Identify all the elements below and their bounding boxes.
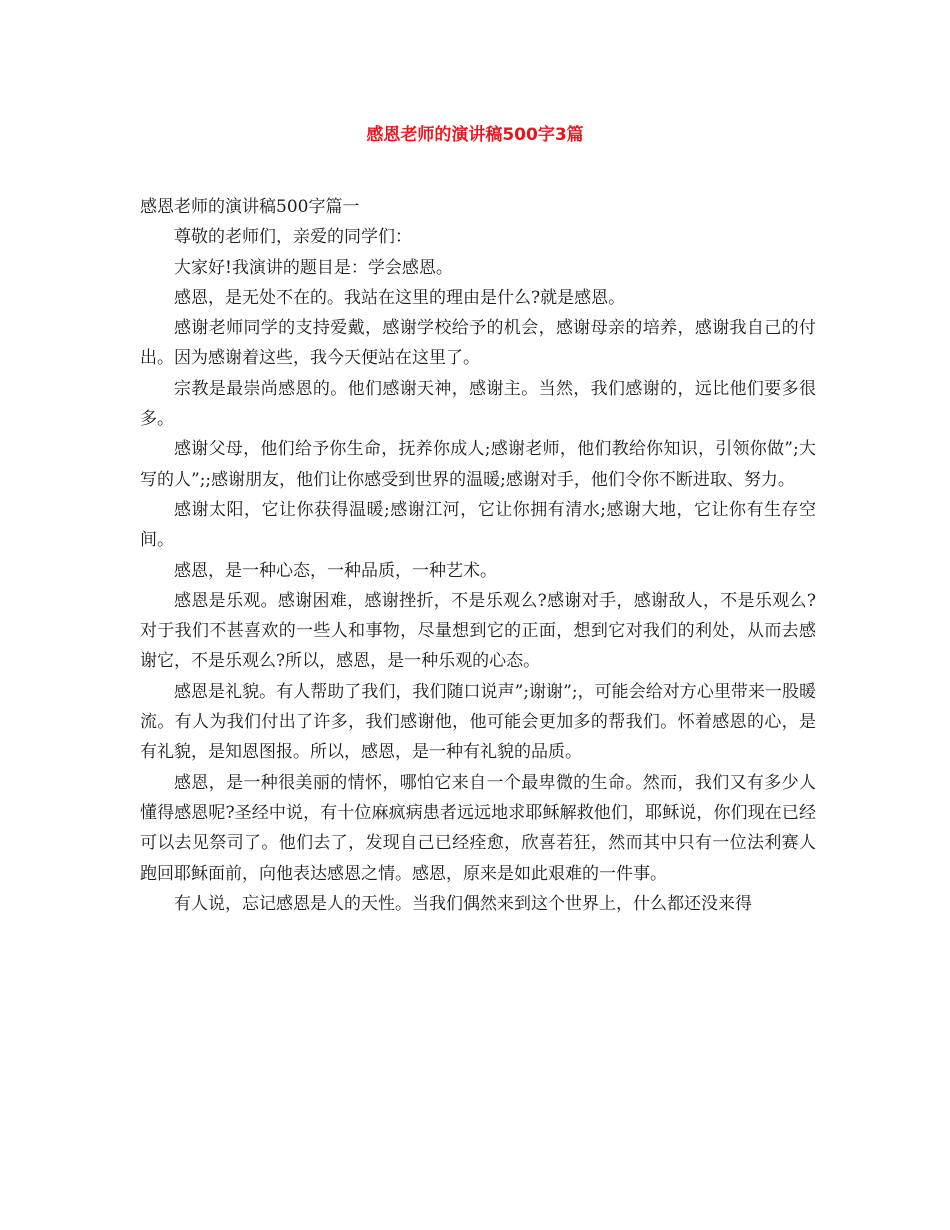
- paragraph: 感恩，是一种心态，一种品质，一种艺术。: [174, 560, 497, 581]
- section-heading: 感恩老师的演讲稿500字篇一: [140, 197, 360, 217]
- paragraph: 感恩，是无处不在的。我站在这里的理由是什么?就是感恩。: [174, 287, 626, 308]
- paragraph-salutation: 尊敬的老师们，亲爱的同学们：: [174, 227, 412, 248]
- paragraph: 感恩，是一种很美丽的情怀，哪怕它来自一个最卑微的生命。然而，我们又有多少人懂得感恩呢?圣经中说，有十位麻疯病患者远远地求耶稣解救他们，耶稣说，你们现在已经可以去见祭司了。他们去了，发现自己已经痊愈，欣喜若狂，然而其中只有一位法利赛人跑回耶稣面前，向他表达感恩之情。感恩，原来是如此艰难的一件事。: [140, 772, 816, 884]
- paragraph: 宗教是最崇尚感恩的。他们感谢天神，感谢主。当然，我们感谢的，远比他们要多很多。: [140, 378, 816, 430]
- paragraph: 感谢父母，他们给予你生命，抚养你成人;感谢老师，他们教给你知识，引领你做”;大写的人”;;感谢朋友，他们让你感受到世界的温暖;感谢对手，他们令你不断进取、努力。: [140, 439, 816, 490]
- paragraph: 感恩是礼貌。有人帮助了我们，我们随口说声”;谢谢”;，可能会给对方心里带来一股暖流。有人为我们付出了许多，我们感谢他，他可能会更加多的帮我们。怀着感恩的心，是有礼貌，是知恩图报。所以，感恩，是一种有礼貌的品质。: [140, 681, 816, 763]
- paragraph: 感恩是乐观。感谢困难，感谢挫折，不是乐观么?感谢对手，感谢敌人，不是乐观么?对于我们不甚喜欢的一些人和事物，尽量想到它的正面，想到它对我们的利处，从而去感谢它，不是乐观么?所以，感恩，是一种乐观的心态。: [140, 590, 816, 672]
- document-title: 感恩老师的演讲稿500字3篇: [366, 125, 584, 145]
- document-body: [140, 192, 816, 919]
- paragraph: 有人说，忘记感恩是人的天性。当我们偶然来到这个世界上，什么都还没来得: [174, 893, 752, 914]
- paragraph: 感谢太阳，它让你获得温暖;感谢江河，它让你拥有清水;感谢大地，它让你有生存空间。: [140, 499, 816, 551]
- paragraph: 感谢老师同学的支持爱戴，感谢学校给予的机会，感谢母亲的培养，感谢我自己的付出。因为感谢着这些，我今天便站在这里了。: [140, 318, 816, 369]
- paragraph-greeting: 大家好!我演讲的题目是：学会感恩。: [174, 257, 453, 278]
